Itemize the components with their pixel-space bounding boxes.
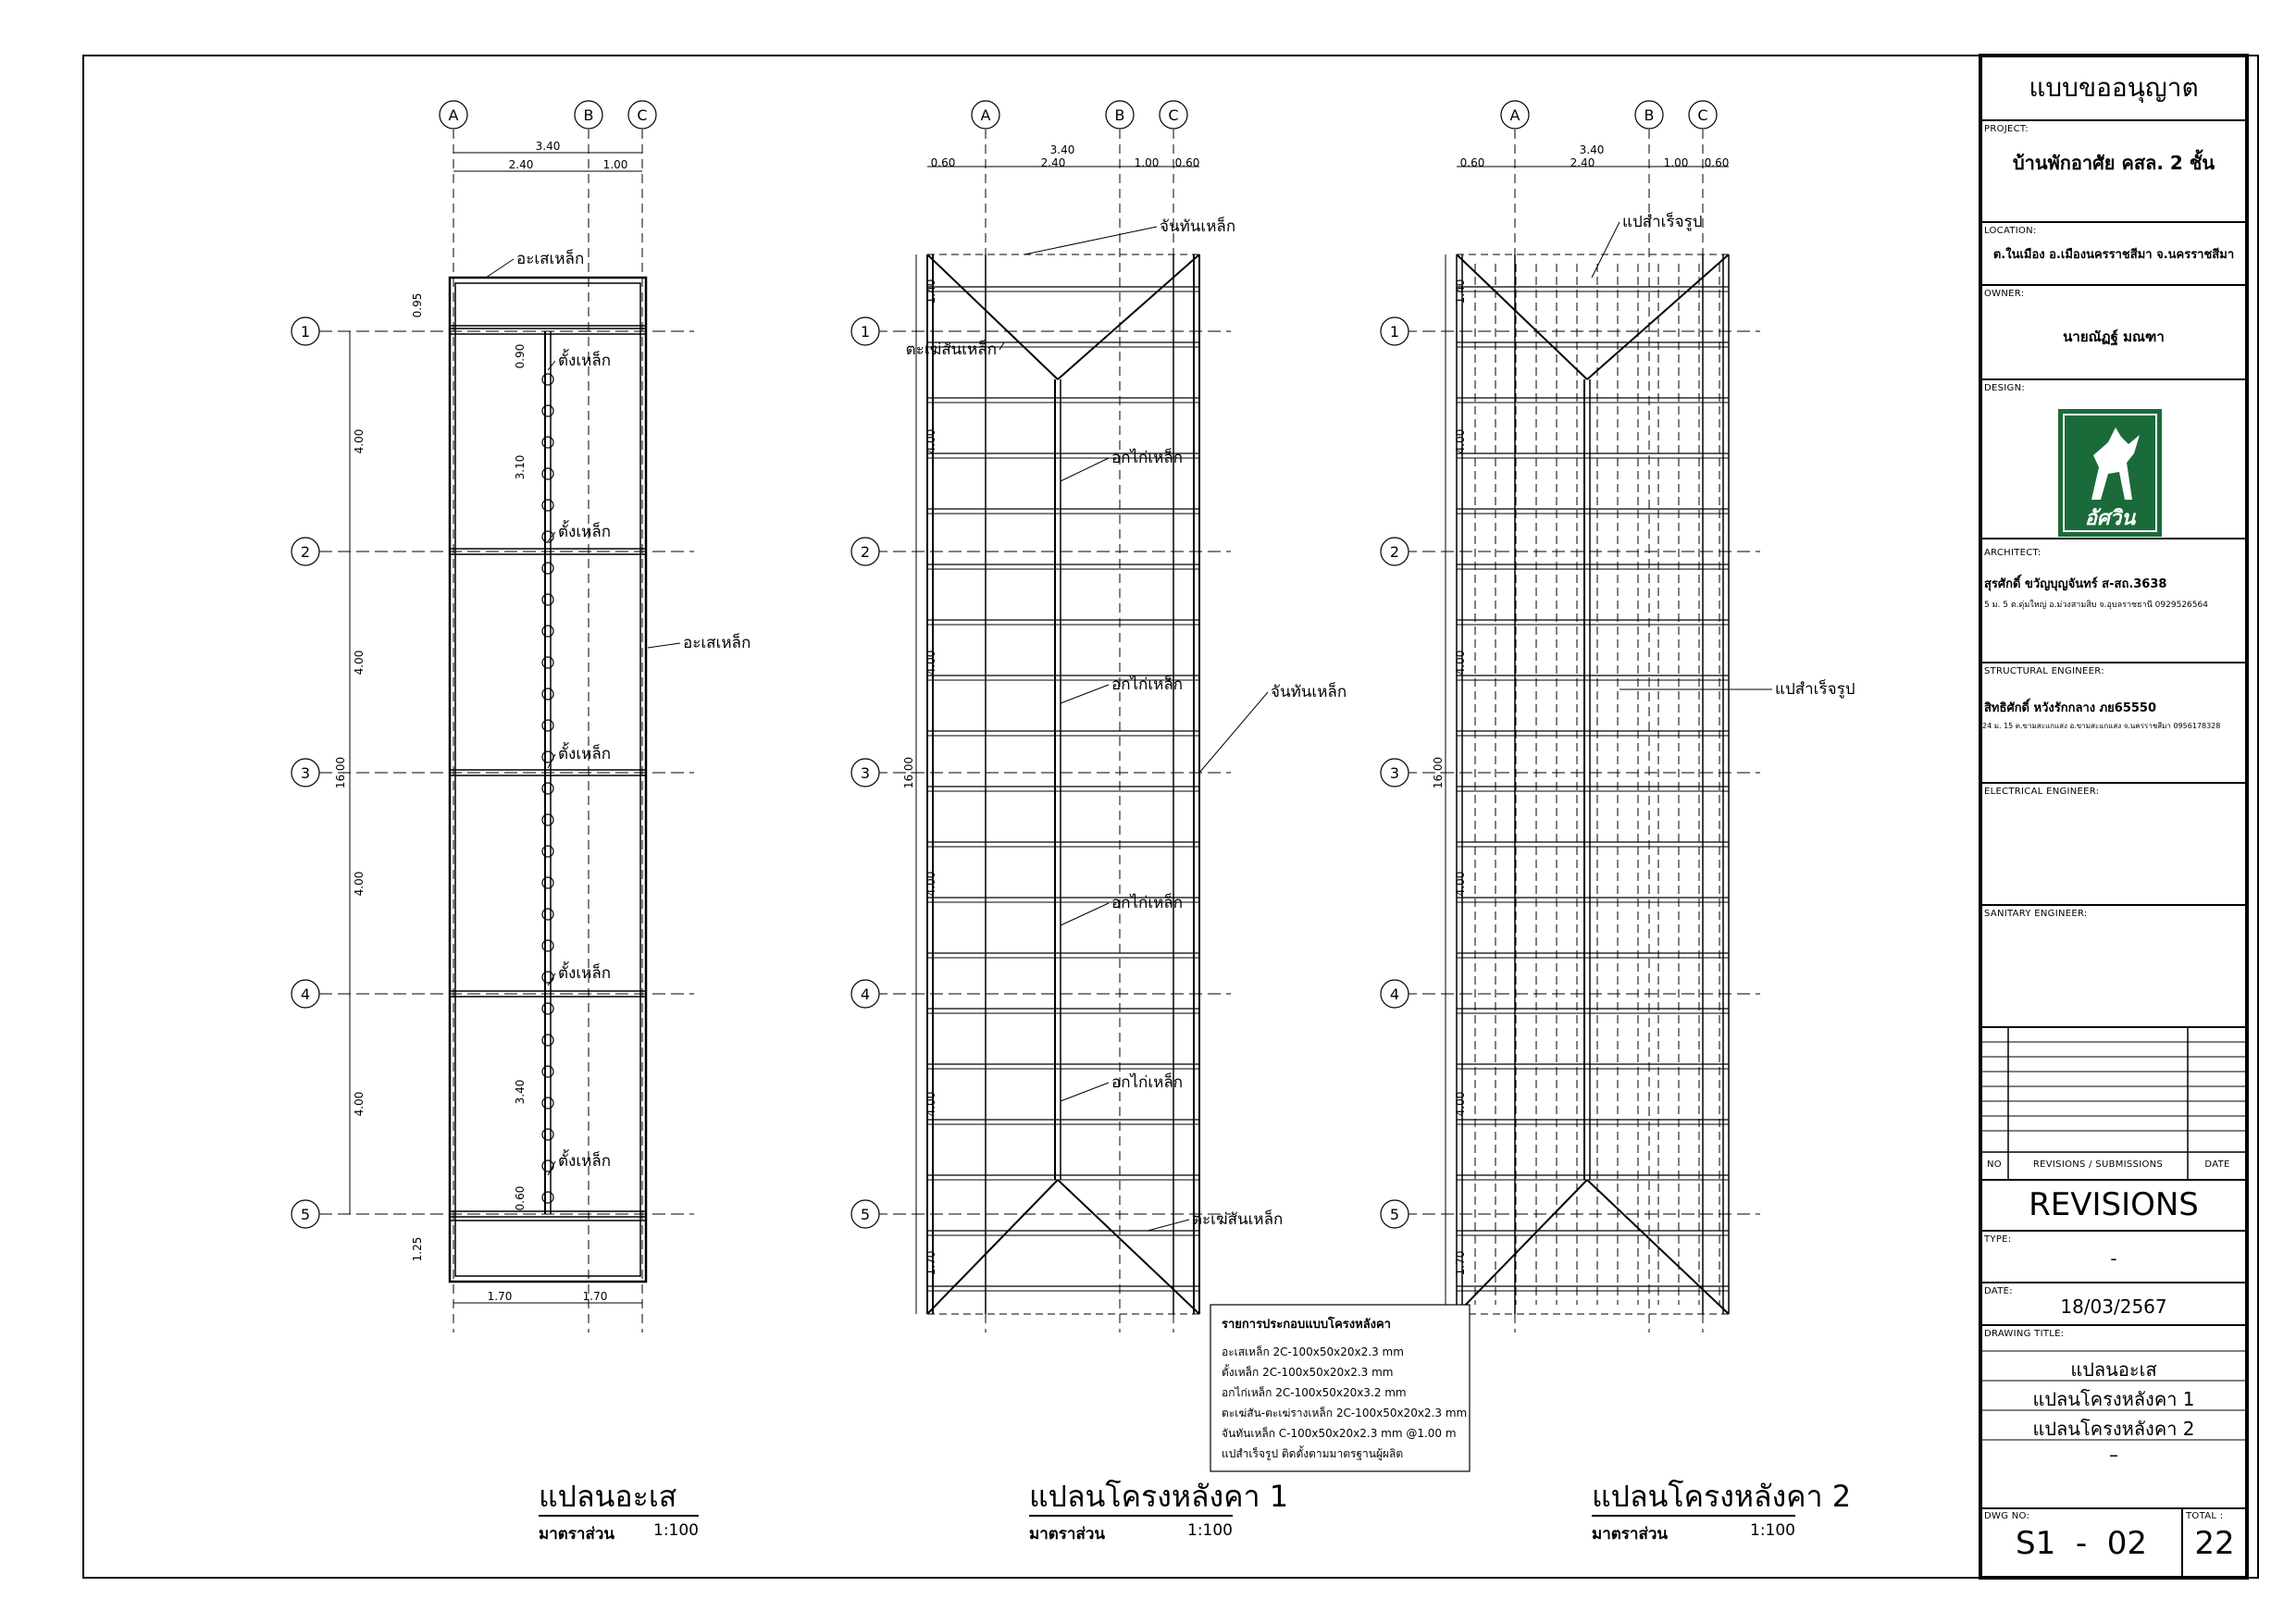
grid-bubble-label: B xyxy=(1644,106,1655,124)
spec-line: อะเสเหล็ก 2C-100x50x20x2.3 mm xyxy=(1222,1345,1404,1358)
grid-bubble-label: 2 xyxy=(1389,543,1400,561)
hip-rafter xyxy=(1457,254,1587,379)
label-okkai: อกไก่เหล็ก xyxy=(1111,449,1184,467)
dimension-text: 4.00 xyxy=(353,871,366,897)
dimension-text: 3.40 xyxy=(1579,143,1605,156)
ase-outline-inner xyxy=(455,283,640,1276)
leader-line xyxy=(548,754,555,768)
label-tang: ตั้งเหล็ก xyxy=(558,964,612,983)
leader-line xyxy=(999,342,1004,350)
spec-title: รายการประกอบแบบโครงหลังคา xyxy=(1222,1318,1391,1332)
plan-roof-frame-1 xyxy=(851,101,1347,1333)
grid-bubble-label: A xyxy=(448,106,459,124)
grid-bubble-label: B xyxy=(1114,106,1125,124)
total-label: TOTAL : xyxy=(2186,1511,2224,1521)
dimension-text: 0.90 xyxy=(514,343,527,369)
dimension-text: 4.00 xyxy=(925,1091,937,1117)
label-okkai: อกไก่เหล็ก xyxy=(1111,1073,1184,1092)
grid-bubble-label: 5 xyxy=(300,1206,311,1223)
leader-line xyxy=(1592,222,1620,278)
hip-rafter xyxy=(1058,254,1199,379)
hip-rafter xyxy=(927,1180,1058,1314)
king-post-icon xyxy=(542,1003,553,1014)
drawing-title-3: แปลนโครงหลังคา 2 xyxy=(2032,1418,2195,1440)
design-label: DESIGN: xyxy=(1984,383,2026,393)
label-ase: อะเสเหล็ก xyxy=(683,634,751,652)
owner-value: นายณัฏฐ์ มณฑา xyxy=(2063,329,2165,345)
architect-address: 5 ม. 5 ต.ดุ่มใหญ่ อ.ม่วงสามสิบ จ.อุบลราชธานี 0929526564 xyxy=(1984,601,2208,610)
grid-bubble-label: 5 xyxy=(860,1206,871,1223)
king-post-icon xyxy=(542,1097,553,1109)
leader-line xyxy=(1061,685,1109,703)
dimension-text: 2.40 xyxy=(508,158,534,171)
grid-bubble-label: 3 xyxy=(860,764,871,782)
king-post-icon xyxy=(542,500,553,511)
dimension-text: 4.00 xyxy=(1454,1091,1467,1117)
king-post-icon xyxy=(542,720,553,731)
ase-outline xyxy=(450,278,646,1282)
grid-bubble-label: 4 xyxy=(300,986,311,1003)
dimension-text: 1.70 xyxy=(925,1250,937,1276)
label-tamae: ตะเฆ่สันเหล็ก xyxy=(905,341,997,359)
location-value: ต.ในเมือง อ.เมืองนครราชสีมา จ.นครราชสีมา xyxy=(1992,248,2235,262)
king-post-icon xyxy=(542,688,553,700)
revisions-title: REVISIONS xyxy=(2029,1186,2199,1223)
leader-line xyxy=(1061,458,1109,481)
label-tang: ตั้งเหล็ก xyxy=(558,745,612,763)
leader-line xyxy=(1061,1083,1109,1101)
hip-rafter xyxy=(1058,1180,1199,1314)
king-post-icon xyxy=(542,405,553,416)
dimension-text: 1.70 xyxy=(582,1290,608,1303)
plan-3-scale xyxy=(1592,1521,1795,1546)
dimension-text: 0.60 xyxy=(1459,156,1485,169)
dimension-text: 16.00 xyxy=(902,756,915,789)
king-post-icon xyxy=(542,909,553,920)
leader-line xyxy=(548,361,555,370)
architect-name: สุรศักดิ์ ขวัญบุญจันทร์ ส-สถ.3638 xyxy=(1984,577,2167,591)
dimension-text: 4.00 xyxy=(925,871,937,897)
dimension-text: 0.60 xyxy=(1174,156,1200,169)
dimension-text: 0.60 xyxy=(514,1185,527,1211)
location-label: LOCATION: xyxy=(1984,226,2037,236)
leader-line xyxy=(1148,1220,1189,1231)
leader-line xyxy=(648,643,680,648)
structural-label: STRUCTURAL ENGINEER: xyxy=(1984,666,2104,676)
label-tang: ตั้งเหล็ก xyxy=(558,1152,612,1171)
spec-line: จันทันเหล็ก C-100x50x20x2.3 mm @1.00 m xyxy=(1222,1427,1457,1440)
dimension-text: 4.00 xyxy=(925,650,937,676)
hip-rafter xyxy=(927,254,1058,379)
project-name: บ้านพักอาศัย คสล. 2 ชั้น xyxy=(2012,152,2215,174)
label-pae: แปสำเร็จรูป xyxy=(1622,213,1703,231)
grid-bubble-label: C xyxy=(1168,106,1179,124)
label-pae: แปสำเร็จรูป xyxy=(1775,680,1855,699)
dimension-text: 2.40 xyxy=(1570,156,1595,169)
king-post-icon xyxy=(542,594,553,605)
spec-line: อกไก่เหล็ก 2C-100x50x20x3.2 mm xyxy=(1222,1386,1407,1399)
type-label: TYPE: xyxy=(1984,1234,2012,1245)
leader-line xyxy=(548,532,555,541)
grid-bubble-label: 4 xyxy=(1389,986,1400,1003)
scale-label: มาตราส่วน xyxy=(1592,1525,1669,1543)
rev-date-header: DATE xyxy=(2204,1159,2230,1170)
king-post-icon xyxy=(542,468,553,479)
king-post-icon xyxy=(542,1192,553,1203)
dimension-text: 1.00 xyxy=(1663,156,1689,169)
label-ase: อะเสเหล็ก xyxy=(516,250,585,268)
king-post-icon xyxy=(542,814,553,825)
rev-no-header: NO xyxy=(1987,1159,2002,1170)
dimension-text: 1.70 xyxy=(487,1290,513,1303)
leader-line xyxy=(1024,227,1157,254)
dimension-text: 4.00 xyxy=(353,1091,366,1117)
plan-3-title: แปลนโครงหลังคา 2 xyxy=(1592,1479,1852,1514)
dimension-text: 16.00 xyxy=(1432,756,1445,789)
type-value: - xyxy=(2110,1247,2117,1270)
sanitary-label: SANITARY ENGINEER: xyxy=(1984,909,2088,919)
plan-1-title: แปลนอะเส xyxy=(539,1479,677,1514)
king-post-icon xyxy=(542,657,553,668)
grid-bubble-label: 4 xyxy=(860,986,871,1003)
spec-line: แปสำเร็จรูป ติดตั้งตามมาตรฐานผู้ผลิต xyxy=(1222,1447,1404,1460)
drawing-title-1: แปลนอะเส xyxy=(2070,1358,2157,1381)
sheet-border xyxy=(83,56,2258,1578)
structural-address: 24 ม. 15 ต.ขามสะแกแสง อ.ขามสะแกแสง จ.นครราชสีมา 0956178328 xyxy=(1982,722,2221,730)
scale-value: 1:100 xyxy=(1750,1521,1795,1540)
grid-bubble-label: 1 xyxy=(300,323,311,341)
drawing-title-4: – xyxy=(2109,1444,2118,1466)
title-block-header: แบบขออนุญาต xyxy=(2029,72,2199,103)
dimension-text: 0.95 xyxy=(411,292,424,318)
dimension-text: 16.00 xyxy=(334,756,347,789)
dimension-text: 3.40 xyxy=(535,140,561,153)
label-okkai: อกไก่เหล็ก xyxy=(1111,676,1184,694)
rev-subs-header: REVISIONS / SUBMISSIONS xyxy=(2032,1159,2164,1170)
grid-bubble-label: C xyxy=(637,106,648,124)
grid-bubble-label: 1 xyxy=(1389,323,1400,341)
king-post-icon xyxy=(542,374,553,385)
grid-bubble-label: C xyxy=(1697,106,1708,124)
label-jan: จันทันเหล็ก xyxy=(1160,217,1236,236)
king-post-icon xyxy=(542,846,553,857)
dimension-text: 0.60 xyxy=(930,156,956,169)
leader-line xyxy=(1199,692,1268,773)
king-post-icon xyxy=(542,1035,553,1046)
grid-bubble-label: 5 xyxy=(1389,1206,1400,1223)
leader-line xyxy=(548,1161,555,1175)
king-post-icon xyxy=(542,1160,553,1172)
king-post-icon xyxy=(542,437,553,448)
grid-bubble-label: B xyxy=(583,106,594,124)
spec-lines xyxy=(1222,1342,1467,1464)
date-label: DATE: xyxy=(1984,1286,2013,1296)
dimension-text: 1.25 xyxy=(411,1236,424,1262)
king-post-icon xyxy=(542,972,553,983)
dimension-text: 4.00 xyxy=(1454,871,1467,897)
structural-name: สิทธิศักดิ์ หวังรักกลาง ภย65550 xyxy=(1984,701,2157,715)
dimension-text: 1.40 xyxy=(925,279,937,304)
dimension-text: 0.60 xyxy=(1704,156,1730,169)
dimension-text: 4.00 xyxy=(925,428,937,454)
dimension-text: 3.40 xyxy=(1049,143,1075,156)
dimension-text: 1.40 xyxy=(1454,279,1467,304)
grid-bubble-label: 3 xyxy=(300,764,311,782)
total-value: 22 xyxy=(2194,1525,2235,1562)
hip-rafter xyxy=(1457,1180,1587,1314)
plan-roof-frame-2 xyxy=(1381,101,1855,1333)
grid-bubble-label: A xyxy=(980,106,991,124)
logo-text: อัศวิน xyxy=(2084,507,2136,530)
dwg-no-label: DWG NO: xyxy=(1984,1511,2030,1521)
grid-bubble-label: 1 xyxy=(860,323,871,341)
title-block-frame xyxy=(1980,56,2247,1578)
grid-bubble-label: 3 xyxy=(1389,764,1400,782)
plan-2-scale xyxy=(1029,1521,1233,1546)
leader-line xyxy=(548,973,555,986)
scale-label: มาตราส่วน xyxy=(539,1525,615,1543)
king-post-icon xyxy=(542,1129,553,1140)
dimension-text: 4.00 xyxy=(353,428,366,454)
king-post-icon xyxy=(542,1066,553,1077)
dimension-text: 2.40 xyxy=(1040,156,1066,169)
owner-label: OWNER: xyxy=(1984,289,2025,299)
dimension-text: 4.00 xyxy=(1454,428,1467,454)
architect-label: ARCHITECT: xyxy=(1984,548,2042,558)
electrical-label: ELECTRICAL ENGINEER: xyxy=(1984,787,2100,797)
grid-bubble-label: 2 xyxy=(300,543,311,561)
dimension-text: 1.00 xyxy=(602,158,628,171)
king-post-icon xyxy=(542,563,553,574)
plan-ase xyxy=(292,101,751,1333)
scale-value: 1:100 xyxy=(1187,1521,1233,1540)
drawing-title-label: DRAWING TITLE: xyxy=(1984,1329,2065,1339)
dimension-text: 1.00 xyxy=(1134,156,1160,169)
dwg-no-value: S1 - 02 xyxy=(2016,1525,2147,1562)
dimension-text: 1.70 xyxy=(1454,1250,1467,1276)
king-post-icon xyxy=(542,940,553,951)
label-tamae: ตะเฆ่สันเหล็ก xyxy=(1192,1210,1284,1229)
king-post-icon xyxy=(542,877,553,888)
plan-2-title: แปลนโครงหลังคา 1 xyxy=(1029,1479,1289,1514)
label-okkai: อกไก่เหล็ก xyxy=(1111,894,1184,912)
dimension-text: 4.00 xyxy=(1454,650,1467,676)
leader-line xyxy=(1061,903,1109,925)
label-tang: ตั้งเหล็ก xyxy=(558,523,612,541)
date-value: 18/03/2567 xyxy=(2060,1295,2167,1318)
drawing-title-2: แปลนโครงหลังคา 1 xyxy=(2032,1388,2195,1410)
dimension-text: 3.10 xyxy=(514,454,527,480)
scale-value: 1:100 xyxy=(653,1521,699,1540)
plan-1-scale xyxy=(539,1521,699,1546)
scale-label: มาตราส่วน xyxy=(1029,1525,1106,1543)
king-post-icon xyxy=(542,783,553,794)
dimension-text: 4.00 xyxy=(353,650,366,676)
king-post-icon xyxy=(542,626,553,637)
spec-line: ตั้งเหล็ก 2C-100x50x20x2.3 mm xyxy=(1222,1366,1394,1379)
grid-bubble-label: A xyxy=(1509,106,1520,124)
spec-line: ตะเฆ่สัน-ตะเฆ่รางเหล็ก 2C-100x50x20x2.3 mm xyxy=(1222,1407,1468,1419)
project-label: PROJECT: xyxy=(1984,124,2029,134)
grid-bubble-label: 2 xyxy=(860,543,871,561)
dimension-text: 3.40 xyxy=(514,1079,527,1105)
leader-line xyxy=(486,259,514,278)
label-tang: ตั้งเหล็ก xyxy=(558,352,612,370)
label-jan: จันทันเหล็ก xyxy=(1271,683,1347,701)
